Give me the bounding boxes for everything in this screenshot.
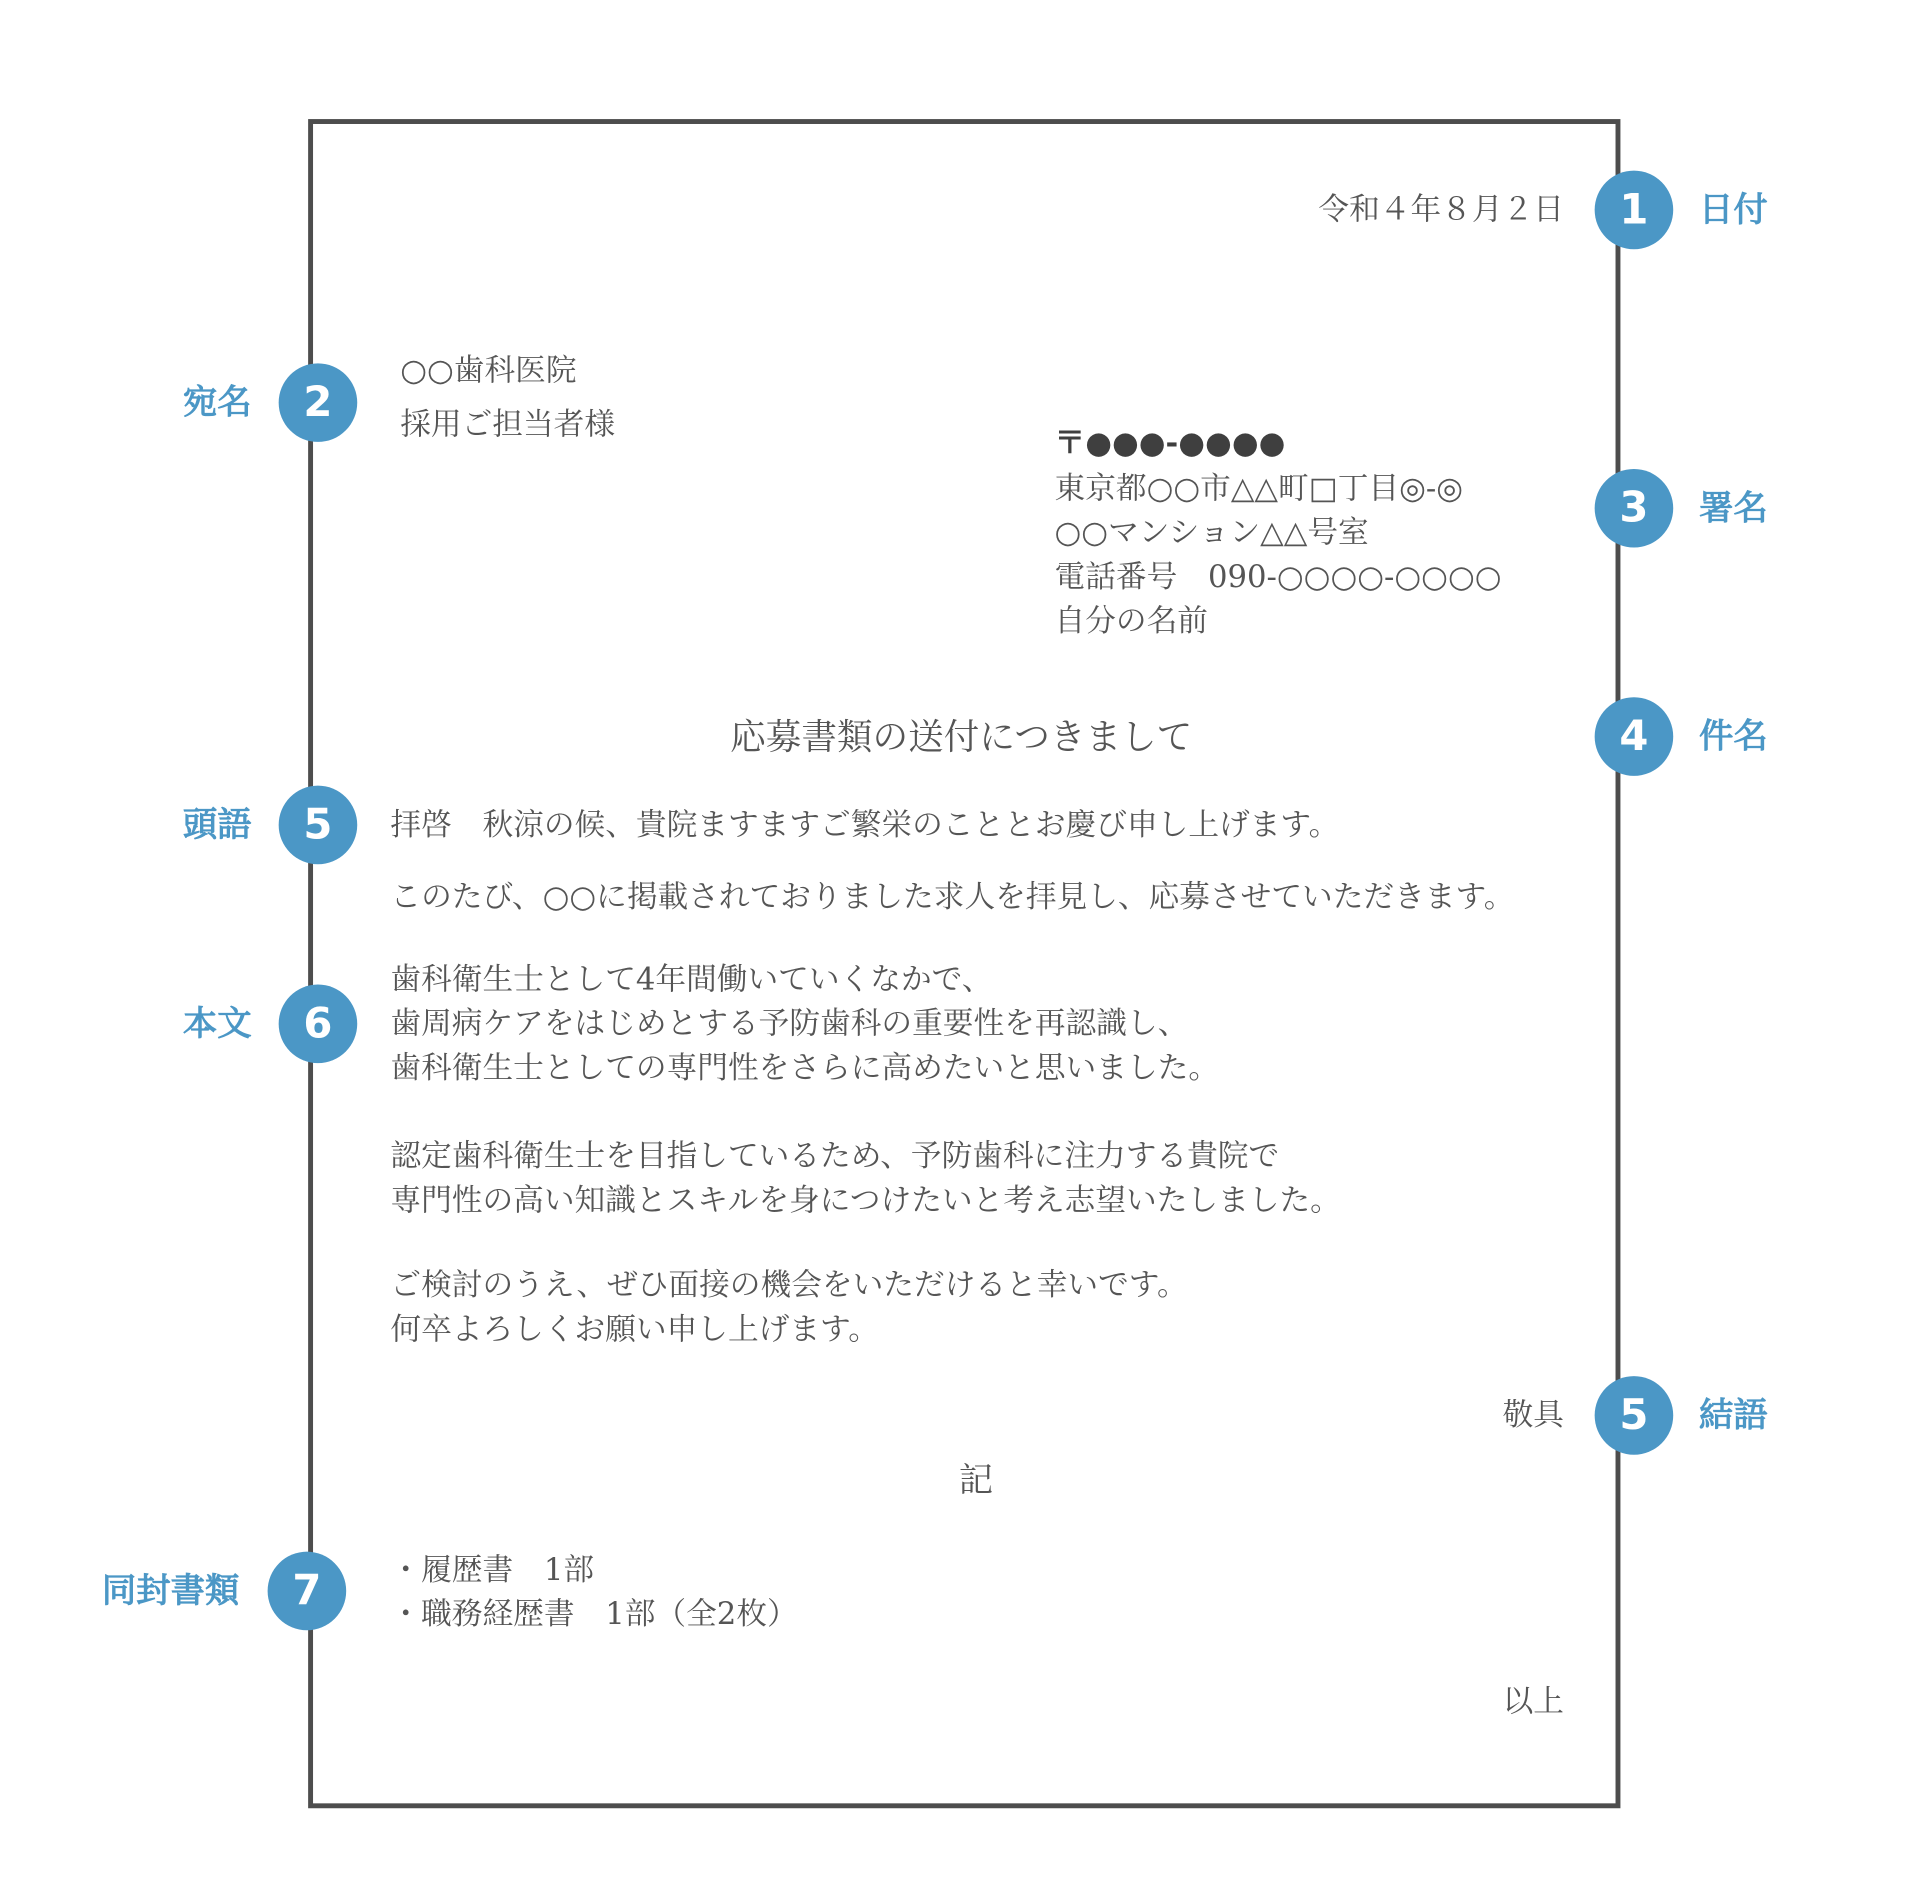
annotation-label-body: 本文 (182, 1002, 252, 1044)
sender-name: 自分の名前 (1054, 602, 1208, 639)
body-line: 歯科衛生士として4年間働いていくなかで、 (390, 961, 993, 997)
annotation-badge-6: 6 (279, 985, 358, 1064)
sender-building: ○○マンション△△号室 (1054, 514, 1369, 550)
annotation-label-subject: 件名 (1698, 715, 1768, 757)
annotation-badge-3: 3 (1595, 469, 1674, 548)
annotation-label-closing: 結語 (1698, 1394, 1768, 1436)
annotation-badge-2: 2 (279, 363, 358, 442)
sender-postal-code: 〒●●●-●●●● (1054, 424, 1286, 461)
annotation-badge-4: 4 (1595, 697, 1674, 776)
closing-word: 敬具 (1502, 1397, 1564, 1433)
sender-phone: 電話番号 090-○○○○-○○○○ (1054, 558, 1502, 595)
ki-heading: 記 (958, 1459, 994, 1501)
letter-date: 令和４年８月２日 (1318, 191, 1564, 228)
annotation-label-recipient: 宛名 (182, 381, 252, 423)
sender-address: 東京都○○市△△町□丁目◎-◎ (1054, 470, 1464, 506)
recipient-line-2: 採用ご担当者様 (400, 406, 616, 442)
body-line: 認定歯科衛生士を目指しているため、予防歯科に注力する貴院で (390, 1137, 1280, 1174)
annotation-label-opening: 頭語 (182, 804, 252, 845)
annotation-label-date: 日付 (1698, 189, 1768, 230)
body-line: 何卒よろしくお願い申し上げます。 (390, 1311, 879, 1347)
annotation-badge-7: 7 (268, 1552, 347, 1631)
letter-subject: 応募書類の送付につきまして (730, 715, 1193, 758)
body-line: 歯周病ケアをはじめとする予防歯科の重要性を再認識し、 (390, 1005, 1189, 1042)
recipient-line-1: ○○歯科医院 (400, 352, 577, 388)
opening-greeting: 拝啓 秋涼の候、貴院ますますご繁栄のこととお慶び申し上げます。 (390, 806, 1340, 843)
annotation-label-signature: 署名 (1698, 487, 1768, 528)
body-line: 歯科衛生士としての専門性をさらに高めたいと思いました。 (390, 1049, 1220, 1086)
annotation-badge-1: 1 (1595, 171, 1674, 250)
annotation-badge-5-closing: 5 (1595, 1376, 1674, 1455)
end-word: 以上 (1502, 1683, 1564, 1719)
enclosure-item: ・履歴書 1部 (390, 1551, 595, 1588)
annotation-label-enclosures: 同封書類 (101, 1570, 240, 1611)
body-line: このたび、○○に掲載されておりました求人を拝見し、応募させていただきます。 (390, 878, 1515, 915)
annotation-badge-5-opening: 5 (279, 786, 358, 865)
enclosure-item: ・職務経歴書 1部（全2枚） (390, 1595, 798, 1632)
body-line: ご検討のうえ、ぜひ面接の機会をいただけると幸いです。 (390, 1266, 1188, 1303)
body-line: 専門性の高い知識とスキルを身につけたいと考え志望いたしました。 (390, 1182, 1341, 1218)
